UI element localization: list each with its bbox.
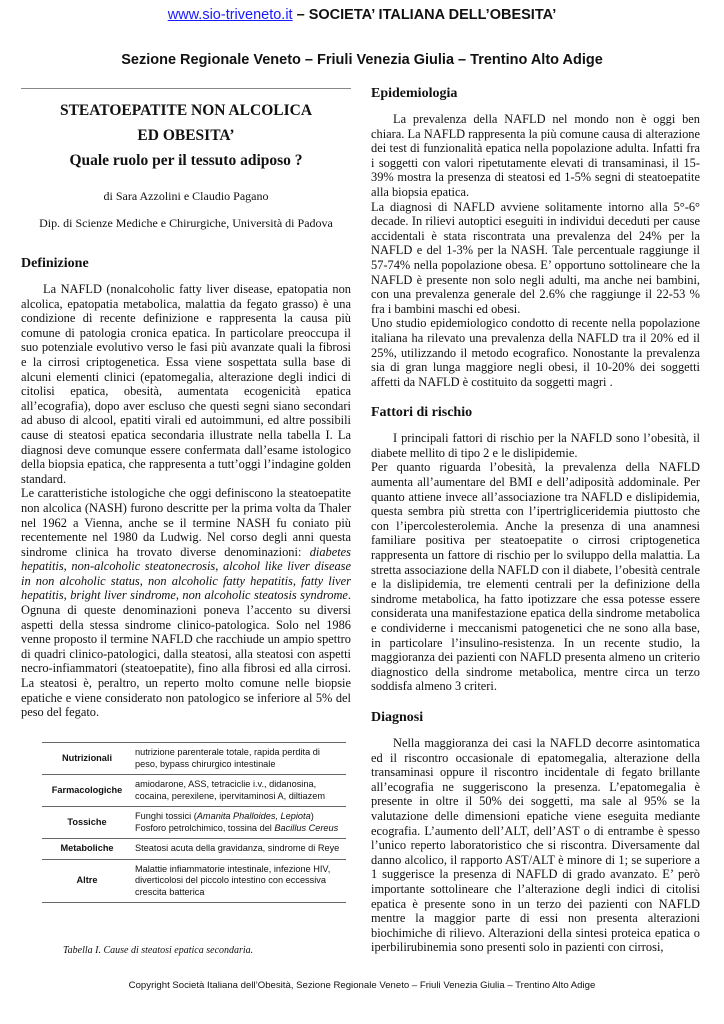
- table-category: Nutrizionali: [42, 743, 132, 775]
- heading-definizione: Definizione: [21, 256, 89, 271]
- table-cell: Funghi tossici (Amanita Phalloides, Lepiota) Fosforo petrolchimico, tossina del Bacillus Cereus: [132, 807, 346, 839]
- epidemiologia-paragraph-3: Uno studio epidemiologico condotto di recente nella popolazione italiana ha rilevato una prevalenza della NAFLD tra il 20% ed il 25%, utilizzando il metodo ecografico. Nonostante la prevalenza sia di gran lunga maggiore negli obesi, il 10-20% dei soggetti affetti da NAFLD è costituito da soggetti magri .: [371, 316, 700, 389]
- society-name: – SOCIETA’ ITALIANA DELL’OBESITA’: [292, 7, 557, 23]
- article-title: [21, 98, 351, 173]
- table-category: Farmacologiche: [42, 775, 132, 807]
- table-caption: Tabella I. Cause di steatosi epatica secondaria.: [63, 945, 254, 956]
- section-subtitle: Sezione Regionale Veneto – Friuli Venezia Giulia – Trentino Alto Adige: [121, 52, 603, 68]
- title-line-3: Quale ruolo per il tessuto adiposo ?: [69, 152, 303, 169]
- heading-diagnosi: Diagnosi: [371, 709, 424, 725]
- table-row: [42, 807, 346, 839]
- site-link[interactable]: www.sio-triveneto.it: [167, 7, 293, 23]
- epidemiologia-paragraph-2: La diagnosi di NAFLD avviene solitamente intorno alla 5°-6° decade. In rilievi autoptici eseguiti in individui deceduti per cause accidentali è stata riscontrata una prevalenza del 24% per la NAFLD e del 1-3% per la NASH. Tale percentuale raggiunge il 57-74% nella popolazione obesa. E’ opportuno sottolineare che la NAFLD è presente non solo negli adulti, ma anche nei bambini, con una prevalenza generale del 2.6% che raggiunge il 22-53 % fra i bambini maschi ed obesi.: [371, 199, 700, 316]
- fattori-paragraph-1: I principali fattori di rischio per la NAFLD sono l’obesità, il diabete mellito di tipo 2 e le dislipidemie.: [371, 431, 700, 460]
- definizione-paragraph-2: Le caratteristiche istologiche che oggi definiscono la steatoepatite non alcolica (NASH) furono descritte per la prima volta da Thaler nel 1962 a Vienna, anche se il termine NASH fu coniato più recentemente nel 1980 da Ludwig. Nel corso degli anni questa sindrome clinica ha trovato diverse denominazioni: diabetes hepatitis, non-alcoholic steatonecrosis, alcohol like liver disease in non alcoholic status, non alcoholic fatty hepatitis, fatty liver hepatitis, bright liver sindrome, non alcoholic steatosis syndrome. Ognuna di queste denominazioni poneva l’accento su diversi aspetti della stessa sindrome clinico-patologica. Solo nel 1986 venne proposto il termine NAFLD che racchiude un ampio spettro di quadri clinico-patologici, dalla steatosi, alla steatosi con aspetti necro-infiammatori (steatoepatite), fino alla fibrosi ed alla cirrosi. La steatosi è, peraltro, un reperto molto comune nelle biopsie epatiche e viene considerato non patologico se inferiore al 5% del peso del fegato.: [21, 486, 351, 720]
- table-row: [42, 775, 346, 807]
- table-cell: Malattie infiammatorie intestinale, infezione HIV, diverticolosi del piccolo intestino con eccessiva crescita batterica: [132, 859, 346, 903]
- heading-fattori: Fattori di rischio: [371, 405, 473, 421]
- table-cell: Steatosi acuta della gravidanza, sindrome di Reye: [132, 839, 346, 860]
- affiliation: Dip. di Scienze Mediche e Chirurgiche, Università di Padova: [39, 216, 333, 230]
- title-line-2: ED OBESITA’: [137, 127, 235, 144]
- right-column: [371, 86, 700, 955]
- table-row: [42, 859, 346, 903]
- page-header: [0, 7, 724, 23]
- table-row: [42, 839, 346, 860]
- causes-table: [42, 742, 346, 903]
- fattori-paragraph-2: Per quanto riguarda l’obesità, la prevalenza della NAFLD aumenta all’aumentare del BMI e dell’adiposità addominale. Per quanto attiene invece all’associazione tra NAFLD e dislipidemia, questa sembra più stretta con l’ipertrigliceridemia piuttosto che con l’ipercolesterolemia. Anche la presenza di una anamnesi familiare positiva per steatoepatite o cirrosi criptogenetica rappresenta un fattore di rischio per lo sviluppo della malattia. La stretta associazione della NAFLD con il diabete, l’obesità centrale e la dislipidemia, tre elementi centrali per la definizione della sindrome metabolica, ha fatto ipotizzare che essa potesse essere considerata una manifestazione epatica della sindrome metabolica e condividerne i meccanismi patogenetici che ne sono alla base, in particolare l’insulino-resistenza. In un recente studio, la maggioranza dei pazienti con NAFLD presenta almeno un criterio diagnostico della sindrome metabolica, mentre circa un terzo soddisfa almeno 3 criteri.: [371, 460, 700, 694]
- header-divider: [21, 88, 351, 89]
- authors: di Sara Azzolini e Claudio Pagano: [103, 189, 269, 203]
- heading-epidemiologia: Epidemiologia: [371, 86, 458, 101]
- diagnosi-paragraph-1: Nella maggioranza dei casi la NAFLD decorre asintomatica ed il riscontro occasionale di epatomegalia, alterazione della transaminasi oppure il riscontro incidentale di fegato brillante all’ecografia ne suggeriscono la presenza. L’epatomegalia è presente in oltre il 50% dei soggetti, ma sale al 95% se la valutazione delle dimensioni epatiche viene eseguita mediante ecografia. L’aumento dell’ALT, dell’AST o di entrambe è spesso l’unico reperto laboratoristico che si riscontra. Diversamente dal danno alcolico, il rapporto AST/ALT è minore di 1; se superiore a 1 suggerisce la presenza di NAFLD di grado avanzato. E’ però importante sottolineare che l’alterazione degli indici di citolisi epatica è presente sono in un terzo dei pazienti con NAFLD mentre la maggior parte di essi non presenta alterazioni biochimiche di rilievo. Alterazioni della sintesi proteica epatica o iperbilirubinemia sono presenti solo in pazienti con cirrosi,: [371, 735, 700, 955]
- left-column: [21, 98, 351, 720]
- table-row: [42, 743, 346, 775]
- table-category: Tossiche: [42, 807, 132, 839]
- footer-copyright: Copyright Società Italiana dell’Obesità, Sezione Regionale Veneto – Friuli Venezia Giulia – Trentino Alto Adige: [128, 980, 596, 991]
- table-category: Altre: [42, 859, 132, 903]
- table-category: Metaboliche: [42, 839, 132, 860]
- table-cell: amiodarone, ASS, tetraciclie i.v., didanosina, cocaina, perexilene, ipervitaminosi A, diltiazem: [132, 775, 346, 807]
- italic-denominations: diabetes hepatitis, non-alcoholic steatonecrosis, alcohol like liver disease in non alcoholic status, non alcoholic fatty hepatitis, fatty liver hepatitis, bright liver sindrome, non alcoholic steatosis syndrome: [21, 544, 351, 603]
- epidemiologia-paragraph-1: La prevalenza della NAFLD nel mondo non è oggi ben chiara. La NAFLD rappresenta la più comune causa di alterazione dei test di funzionalità epatica nella popolazione adulta. Infatti fra i soggetti con valori ripetutamente elevati di transaminasi, il 15-39% mostra la presenza di steatosi ed 1-5% segni di steatoepatite alla biopsia epatica.: [371, 112, 700, 199]
- title-line-1: STEATOEPATITE NON ALCOLICA: [59, 102, 313, 119]
- table-cell: nutrizione parenterale totale, rapida perdita di peso, bypass chirurgico intestinale: [132, 743, 346, 775]
- definizione-paragraph-1: La NAFLD (nonalcoholic fatty liver disease, epatopatia non alcolica, epatopatia metabolica, malattia da fegato grasso) è una condizione di recente definizione e rappresenta la causa più comune di patologia cronica epatica. In particolare preoccupa il suo potenziale evolutivo verso le fasi più avanzate quali la fibrosi e la cirrosi criptogenetica. Essa viene sospettata sulla base di alcuni elementi clinici (epatomegalia, alterazione degli indici di citolisi epatica, obesità, aumentata ecogenicità epatica all’ecografia), dopo aver escluso che questi segni siano secondari ad abuso di alcool, epatiti virali ed autoimmuni, ed altre possibili cause di steatosi epatica secondaria illustrate nella tabella I. La diagnosi deve comunque essere confermata dall’esame istologico della biopsia epatica, che rappresenta a tutt’oggi l’indagine golden standard.: [21, 282, 351, 486]
